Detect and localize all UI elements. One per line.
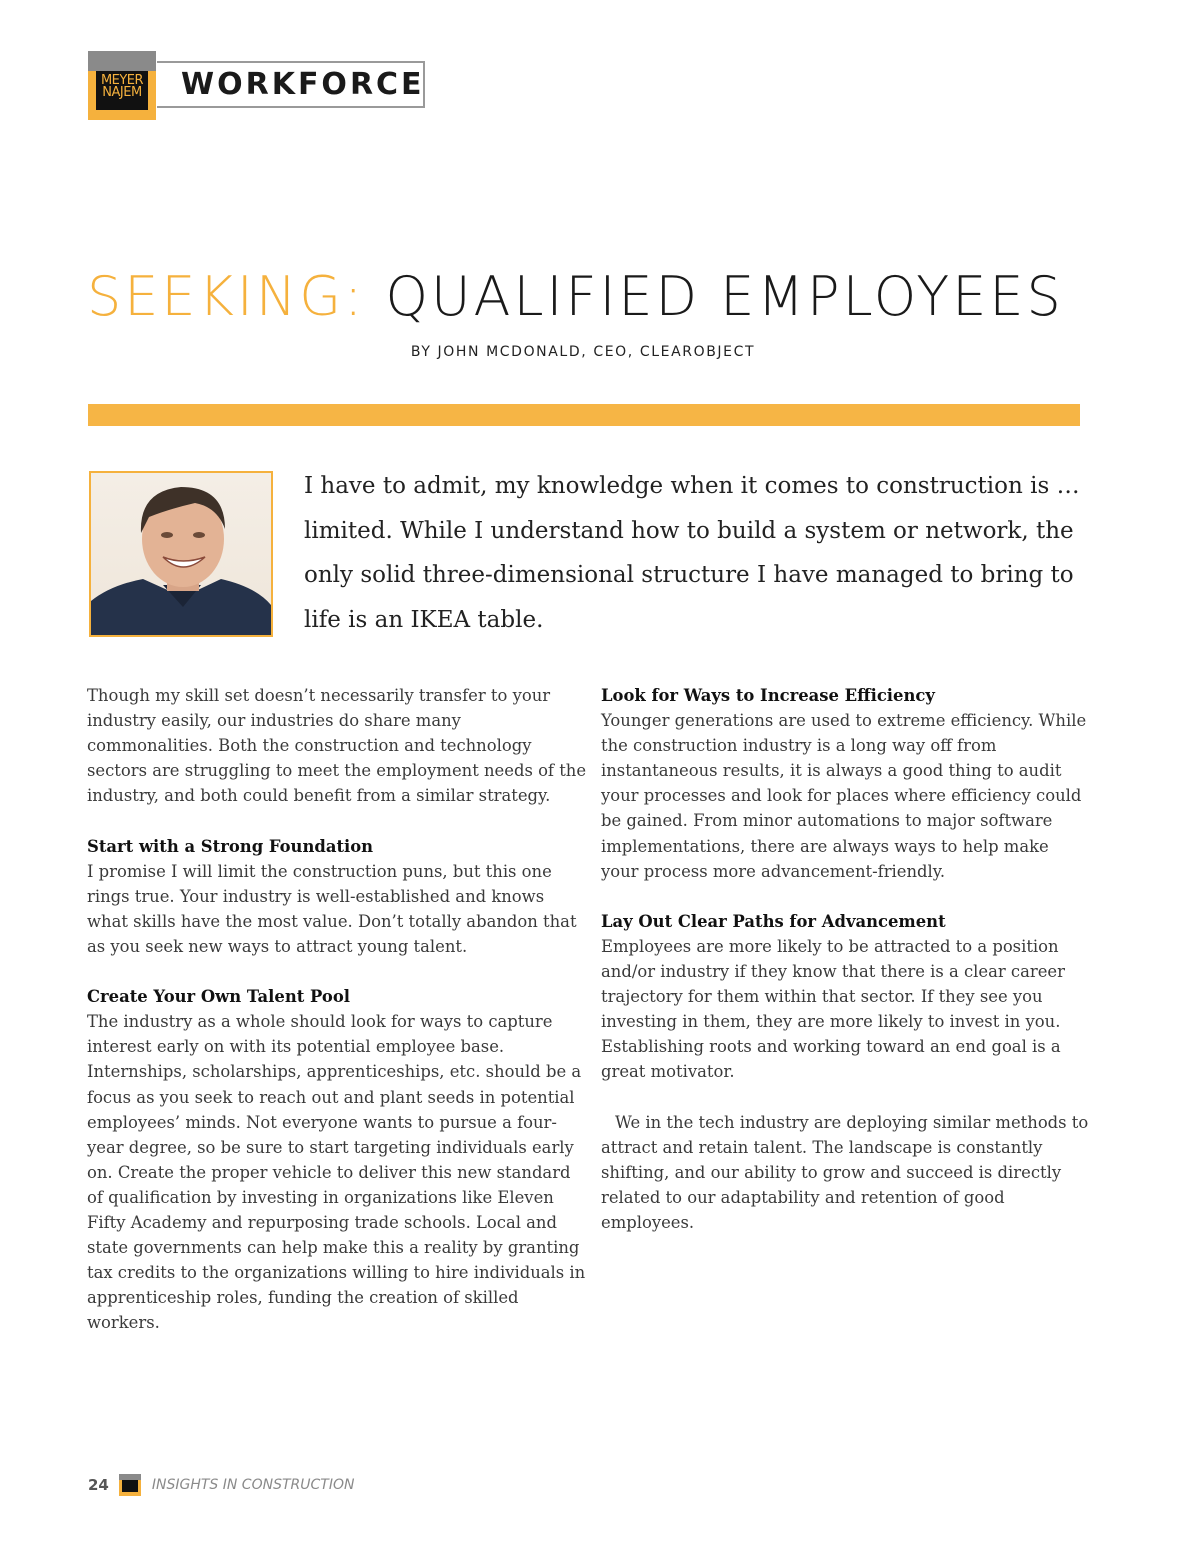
body-paragraph: I promise I will limit the construction puns, but this one rings true. Your industry is well-established and knows what skills have the most value. Don’t totally abandon that as you seek new ways to attract young talent. (87, 861, 577, 956)
logo-line-1: MEYER (100, 73, 144, 88)
page-number: 24 (88, 1476, 109, 1494)
body-paragraph: Though my skill set doesn’t necessarily transfer to your industry easily, our industries do share many commonalities. Both the construction and technology sectors are struggling to meet the employment needs of the industry, and both could benefit from a similar strategy. (87, 686, 587, 806)
subheading: Lay Out Clear Paths for Advancement (601, 911, 946, 931)
body-paragraph: Younger generations are used to extreme efficiency. While the construction industry is a long way off from instantaneous results, it is always a good thing to audit your processes and look for places where efficiency could be gained. From minor automations to major software implementations, there are always ways to help make your process more advancement-friendly. (601, 711, 1087, 881)
portrait-illustration (91, 473, 271, 635)
page-footer (88, 1474, 354, 1496)
logo-line-2: NAJEM (102, 85, 142, 100)
title-main: QUALIFIED EMPLOYEES (385, 265, 1064, 328)
author-photo (89, 471, 273, 637)
closing-paragraph: We in the tech industry are deploying similar methods to attract and retain talent. The landscape is constantly shifting, and our ability to grow and succeed is directly related to our adaptability and retention of good employees. (601, 1112, 1089, 1232)
footer-logo-icon (119, 1474, 141, 1496)
subheading: Start with a Strong Foundation (87, 836, 374, 856)
logo-gray-band (88, 51, 156, 71)
section-header (157, 61, 425, 108)
right-column (601, 683, 1091, 1260)
intro-paragraph: I have to admit, my knowledge when it comes to construction is … limited. While I understand how to build a system or network, the only solid three-dimensional structure I have managed to bring to life is an IKEA table. (304, 473, 1080, 633)
byline: BY JOHN MCDONALD, CEO, CLEAROBJECT (410, 344, 756, 360)
meyer-najem-logo (88, 51, 156, 120)
divider-bar (88, 404, 1080, 426)
body-paragraph: The industry as a whole should look for ways to capture interest early on with its potential employee base. Internships, scholarships, apprenticeships, etc. should be a focus as you seek to reach out and plant seeds in potential employees’ minds. Not everyone wants to pursue a four-year degree, so be sure to start targeting individuals early on. Create the proper vehicle to deliver this new standard of qualification by investing in organizations like Eleven Fifty Academy and repurposing trade schools. Local and state governments can help make this a reality by granting tax credits to the organizations willing to hire individuals in apprenticeship roles, funding the creation of skilled workers. (87, 1012, 586, 1333)
article-title (87, 262, 1097, 332)
left-column (87, 683, 587, 1361)
section-label: WORKFORCE (181, 67, 425, 102)
publication-name: INSIGHTS IN CONSTRUCTION (151, 1477, 355, 1493)
subheading: Create Your Own Talent Pool (87, 987, 350, 1007)
subheading: Look for Ways to Increase Efficiency (601, 686, 935, 705)
body-paragraph: Employees are more likely to be attracted to a position and/or industry if they know that there is a clear career trajectory for them within that sector. If they see you investing in them, they are more likely to invest in you. Establishing roots and working toward an end goal is a great motivator. (601, 936, 1065, 1082)
title-accent: SEEKING: (87, 265, 366, 328)
logo-wordmark (96, 71, 148, 110)
